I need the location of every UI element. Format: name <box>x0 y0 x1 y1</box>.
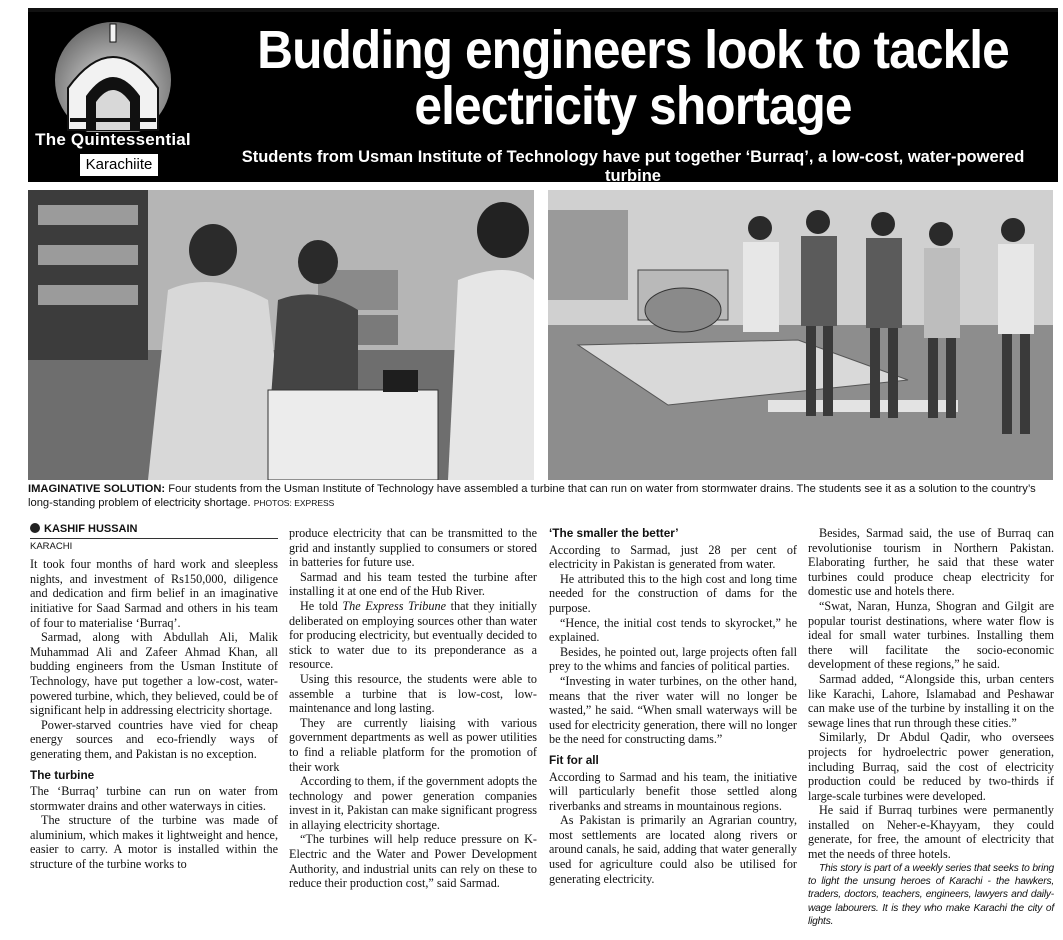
paragraph: According to Sarmad and his team, the initiative will particularly benefit those settled along riverbanks and streams in mountainous regions. <box>549 769 797 813</box>
paragraph: As Pakistan is primarily an Agrarian country, most settlements are located along rivers or around canals, he said, adding that water generally used for agriculture could also be utilised for generating electricity. <box>549 813 797 886</box>
paragraph: He attributed this to the high cost and long time needed for the construction of dams for the purpose. <box>549 571 797 615</box>
section-heading: The turbine <box>30 767 95 782</box>
paragraph: Sarmad, along with Abdullah Ali, Malik Muhammad Ali and Zafeer Ahmad Khan, all budding engineers from the Usman Institute of Technology, have put together a low-cost, water-powered turbine, which, they believed, could be of significant help in addressing electricity shortage. <box>30 630 278 718</box>
photo-students-working <box>28 190 534 480</box>
article-column-4 <box>808 526 1054 929</box>
paragraph: “The turbines will help reduce pressure on K-Electric and the Water and Power Development Authority, and industrial units can rely on these to reduce their production cost,” said Sarmad. <box>289 832 537 891</box>
byline <box>30 522 278 539</box>
paragraph: Besides, he pointed out, large projects often fall prey to the whims and fancies of political parties. <box>549 644 797 674</box>
paragraph: “Hence, the initial cost tends to skyrocket,” he explained. <box>549 615 797 645</box>
article-column-2 <box>289 526 537 891</box>
paragraph: Sarmad added, “Alongside this, urban centers like Karachi, Lahore, Islamabad and Peshawar can make use of the turbine by installing it on the sewage lines that run through these cities.” <box>808 671 1054 730</box>
paragraph: Besides, Sarmad said, the use of Burraq can revolutionise tourism in Northern Pakistan. Elaborating further, he said that these water turbines could produce cheap electricity for domestic use and hotels there. <box>808 526 1054 599</box>
paragraph: “Swat, Naran, Hunza, Shogran and Gilgit are popular tourist destinations, where water flow is ideal for small water turbines. Installing them there will facilitate the socio-economic development of these regions,” he said. <box>808 598 1054 672</box>
article-column-1 <box>30 522 278 872</box>
subheadline: Students from Usman Institute of Technology have put together ‘Burraq’, a low-cost, water-powered turbine <box>241 148 1025 185</box>
paragraph: “Investing in water turbines, on the other hand, means that the river water will no longer be wasted,” he said. “When small waterways will be used for electricity generation, there will no longer be the need for constructing dams.” <box>549 673 797 747</box>
series-tagline: This story is part of a weekly series that seeks to bring to light the unsung heroes of Karachi - the hawkers, traders, doctors, teachers, engineers, lawyers and daily-wage labourers. It is they who make Karachi the city of lights. <box>808 862 1054 928</box>
mazar-dome-icon <box>46 18 180 132</box>
paragraph: According to Sarmad, just 28 per cent of electricity in Pakistan is generated from water. <box>549 542 797 572</box>
series-logo <box>28 12 198 182</box>
caption-lead: IMAGINATIVE SOLUTION: <box>28 483 166 495</box>
paragraph: Power-starved countries have vied for cheap energy sources and eco-friendly ways of generating them, and Pakistan is no exception. <box>30 717 278 761</box>
paragraph: The ‘Burraq’ turbine can run on water from stormwater drains and other waterways in cities. <box>30 784 278 813</box>
byline-author: KASHIF HUSSAIN <box>44 523 138 535</box>
text-run: He told <box>300 598 343 613</box>
series-title: The Quintessential <box>35 130 191 149</box>
paragraph: Using this resource, the students were able to assemble a turbine that is low-cost, low-maintenance and long lasting. <box>289 671 537 716</box>
paragraph: According to them, if the government adopts the technology and power generation companies invest in it, Pakistan can make significant progress in allaying electricity shortage. <box>289 774 537 832</box>
text-run: that they initially deliberated on employing sources other than water for producing electricity, but eventually decided to stick to water due to its preponderance as a resource. <box>289 598 538 672</box>
section-heading: Fit for all <box>549 752 599 767</box>
publication-name: The Express Tribune <box>342 598 446 613</box>
headline: Budding engineers look to tackle electricity shortage <box>257 20 1009 136</box>
dateline: KARACHI <box>30 540 73 552</box>
headline-banner <box>28 12 1058 185</box>
author-icon <box>30 523 40 533</box>
paragraph: They are currently liaising with various government departments as well as power utilities to find a reliable platform for the promotion of their work <box>289 715 537 774</box>
paragraph: He said if Burraq turbines were permanently installed on Neher-e-Khayyam, they could generate, for free, the amount of electricity that met the needs of three hotels. <box>808 803 1054 862</box>
article-column-3 <box>549 526 797 886</box>
paragraph: The structure of the turbine was made of aluminium, which makes it lightweight and hence, easier to carry. A motor is installed within the structure of the turbine works to <box>30 813 278 872</box>
paragraph <box>289 599 537 672</box>
caption-text: Four students from the Usman Institute of Technology have assembled a turbine that can run on water from stormwater drains. The students see it as a solution to the country’s long-standing problem of electricity shortage. <box>28 483 1036 509</box>
series-subtitle: Karachiite <box>80 154 158 176</box>
paragraph: It took four months of hard work and sleepless nights, and investment of Rs150,000, diligence and dedication and firm belief in an imaginative initiative for Saad Sarmad and others in his team of four to materialise ‘Burraq’. <box>30 557 278 630</box>
paragraph: Similarly, Dr Abdul Qadir, who oversees projects for hydroelectric power generation, including Burraq, said the cost of electricity production could be reduced by two-thirds if large-scale turbines were developed. <box>808 730 1054 803</box>
section-heading: ‘The smaller the better’ <box>549 526 679 540</box>
caption-credit: PHOTOS: EXPRESS <box>253 498 335 508</box>
paragraph: Sarmad and his team tested the turbine after installing it at one end of the Hub River. <box>289 569 537 599</box>
photo-caption <box>28 482 1056 510</box>
photo-team-with-turbine <box>548 190 1053 480</box>
paragraph: produce electricity that can be transmitted to the grid and instantly supplied to consumers or stored in batteries for future use. <box>289 526 537 570</box>
